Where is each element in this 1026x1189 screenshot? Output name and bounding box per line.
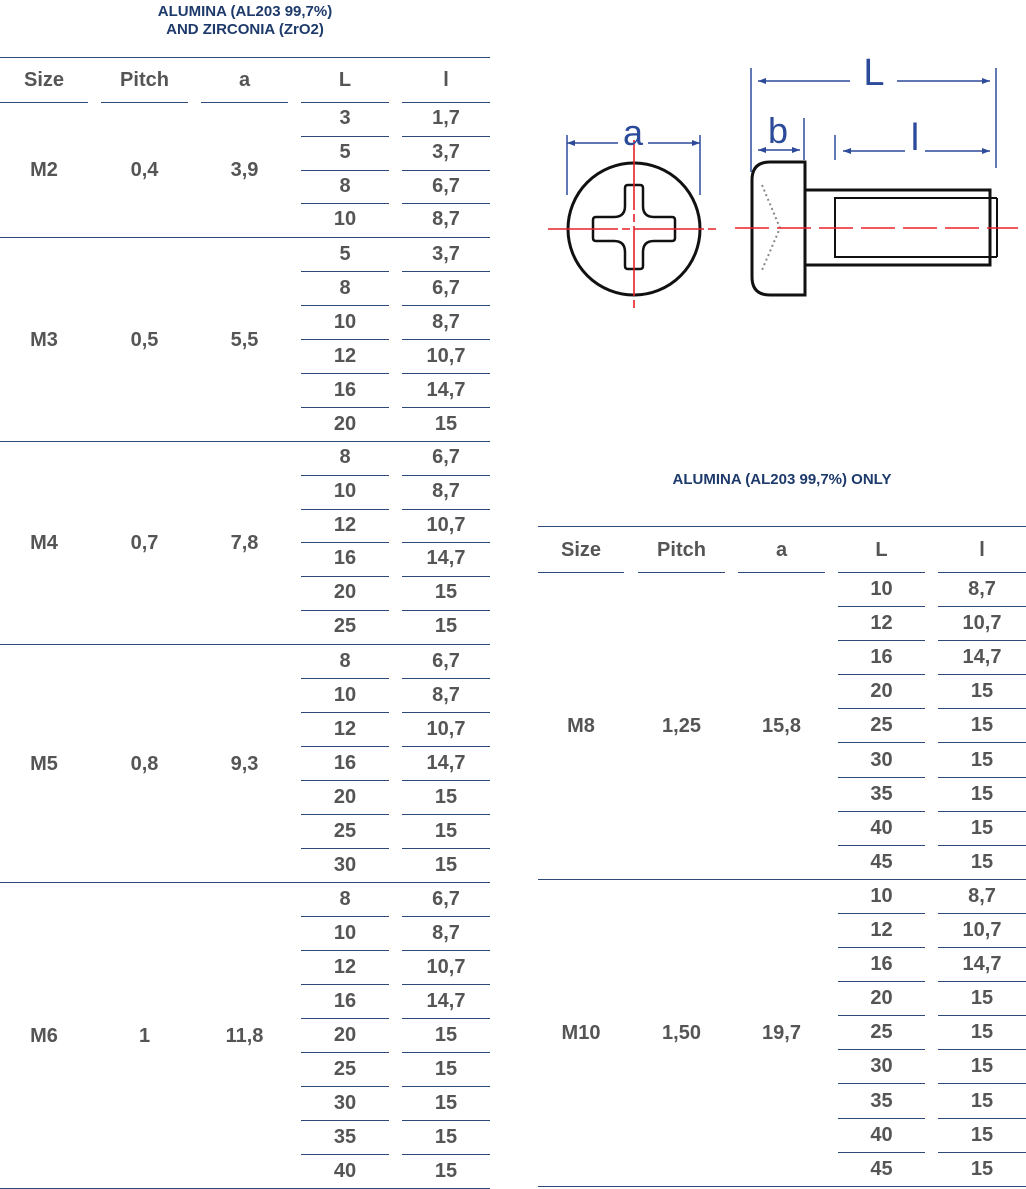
cell-l: 15	[938, 709, 1026, 743]
cell-l: 14,7	[402, 747, 490, 781]
right-table-title: ALUMINA (AL203 99,7%) ONLY	[672, 471, 892, 488]
cell-size: M5	[30, 752, 58, 775]
cell-L: 45	[838, 846, 925, 880]
cell-L: 5	[301, 238, 389, 272]
cell-l: 8,7	[402, 679, 490, 713]
cell-l: 3,7	[402, 137, 490, 171]
cell-l: 8,7	[402, 204, 490, 238]
cell-pitch: 1	[138, 1024, 151, 1047]
cell-l: 14,7	[402, 374, 490, 408]
cell-a: 19,7	[762, 1021, 801, 1044]
cell-L: 12	[301, 510, 389, 544]
cell-l: 15	[402, 1019, 490, 1053]
header-a: a	[201, 62, 288, 103]
header-L: L	[301, 62, 389, 103]
cell-l: 8,7	[938, 880, 1026, 914]
cell-pitch: 1,25	[662, 715, 701, 737]
cell-L: 12	[301, 340, 389, 374]
cell-L: 12	[838, 914, 925, 948]
header-L: L	[838, 532, 925, 573]
cell-pitch: 0,4	[130, 159, 159, 181]
cell-l: 15	[938, 982, 1026, 1016]
label-a: a	[622, 112, 644, 153]
cell-L: 30	[838, 1050, 925, 1084]
label-l: l	[910, 117, 920, 159]
cell-l: 10,7	[938, 607, 1026, 641]
cell-l: 14,7	[402, 985, 490, 1019]
cell-L: 40	[301, 1155, 389, 1189]
cell-l: 8,7	[402, 306, 490, 340]
screw-diagram	[530, 55, 1026, 325]
cell-L: 8	[301, 883, 389, 917]
label-b: b	[767, 110, 789, 151]
cell-l: 15	[402, 781, 490, 815]
cell-l: 10,7	[402, 340, 490, 374]
header-pitch: Pitch	[638, 532, 725, 573]
cell-pitch: 0,5	[130, 329, 159, 351]
cell-L: 10	[301, 679, 389, 713]
cell-l: 15	[938, 1085, 1026, 1119]
cell-l: 8,7	[402, 476, 490, 510]
cell-l: 15	[938, 1119, 1026, 1153]
dimension-b	[758, 110, 804, 160]
cell-L: 20	[301, 577, 389, 611]
cell-l: 10,7	[938, 914, 1026, 948]
cell-L: 25	[301, 1053, 389, 1087]
cell-L: 30	[838, 744, 925, 778]
cell-l: 15	[938, 812, 1026, 846]
dimension-l	[835, 117, 990, 160]
cell-pitch: 0,7	[130, 532, 159, 554]
cell-L: 5	[301, 137, 389, 171]
cell-l: 15	[402, 611, 490, 645]
cell-size: M3	[30, 329, 58, 351]
screw-head-front-view	[548, 140, 720, 312]
cell-L: 16	[301, 985, 389, 1019]
left-title-line1: ALUMINA (AL203 99,7%)	[157, 3, 333, 20]
cell-l: 14,7	[938, 948, 1026, 982]
cell-a: 11,8	[225, 1024, 264, 1047]
cell-L: 10	[301, 204, 389, 238]
cell-L: 35	[838, 1085, 925, 1119]
cell-l: 15	[938, 744, 1026, 778]
cell-l: 6,7	[402, 645, 490, 679]
cell-L: 20	[301, 781, 389, 815]
cell-l: 15	[938, 675, 1026, 709]
cell-l: 15	[402, 1121, 490, 1155]
cell-l: 15	[402, 408, 490, 442]
screw-side-view	[735, 162, 1018, 295]
cell-L: 16	[301, 543, 389, 577]
group-separator	[538, 1186, 1026, 1187]
cell-l: 8,7	[402, 917, 490, 951]
cell-L: 10	[838, 880, 925, 914]
cell-L: 35	[838, 778, 925, 812]
cell-l: 15	[938, 1153, 1026, 1187]
cell-l: 15	[402, 1087, 490, 1121]
cell-a: 15,8	[762, 715, 801, 737]
cell-l: 15	[938, 846, 1026, 880]
cell-L: 10	[301, 476, 389, 510]
cell-l: 6,7	[402, 272, 490, 306]
cell-size: M10	[561, 1021, 601, 1044]
cell-L: 25	[838, 709, 925, 743]
cell-pitch: 1,50	[662, 1021, 701, 1044]
cell-l: 3,7	[402, 238, 490, 272]
cell-L: 20	[301, 1019, 389, 1053]
cell-l: 15	[402, 1053, 490, 1087]
cell-a: 3,9	[230, 159, 259, 181]
cell-L: 20	[838, 675, 925, 709]
cell-size: M2	[30, 159, 58, 181]
cell-L: 30	[301, 1087, 389, 1121]
cell-a: 7,8	[230, 532, 259, 554]
cell-l: 14,7	[402, 543, 490, 577]
cell-l: 15	[938, 1016, 1026, 1050]
cell-l: 15	[402, 1155, 490, 1189]
cell-L: 16	[838, 948, 925, 982]
cell-size: M4	[30, 532, 58, 554]
cell-l: 15	[402, 577, 490, 611]
cell-L: 8	[301, 171, 389, 205]
cell-l: 15	[938, 778, 1026, 812]
cell-l: 15	[402, 815, 490, 849]
cell-L: 10	[301, 917, 389, 951]
header-size: Size	[0, 62, 88, 103]
cell-L: 8	[301, 272, 389, 306]
cell-l: 10,7	[402, 951, 490, 985]
cell-L: 20	[838, 982, 925, 1016]
cell-L: 12	[838, 607, 925, 641]
cell-L: 25	[301, 611, 389, 645]
cell-size: M8	[567, 715, 595, 737]
cell-l: 15	[402, 849, 490, 883]
cell-L: 8	[301, 645, 389, 679]
cell-l: 6,7	[402, 883, 490, 917]
cell-l: 10,7	[402, 713, 490, 747]
header-l: l	[402, 62, 490, 103]
cell-L: 35	[301, 1121, 389, 1155]
cell-L: 40	[838, 1119, 925, 1153]
cell-l: 1,7	[402, 103, 490, 137]
header-a: a	[738, 532, 825, 573]
cell-a: 9,3	[230, 752, 259, 775]
cell-l: 15	[938, 1050, 1026, 1084]
cell-L: 40	[838, 812, 925, 846]
cell-l: 8,7	[938, 573, 1026, 607]
cell-L: 45	[838, 1153, 925, 1187]
cell-L: 3	[301, 103, 389, 137]
header-pitch: Pitch	[101, 62, 188, 103]
cell-L: 10	[838, 573, 925, 607]
cell-L: 16	[301, 747, 389, 781]
cell-pitch: 0,8	[130, 752, 159, 775]
cell-L: 12	[301, 713, 389, 747]
cell-L: 8	[301, 442, 389, 476]
cell-a: 5,5	[230, 329, 259, 351]
header-l: l	[938, 532, 1026, 573]
left-title-line2: AND ZIRCONIA (ZrO2)	[166, 21, 324, 38]
cell-L: 25	[838, 1016, 925, 1050]
cell-L: 10	[301, 306, 389, 340]
header-size: Size	[538, 532, 624, 573]
cell-l: 10,7	[402, 510, 490, 544]
cell-L: 20	[301, 408, 389, 442]
cell-l: 6,7	[402, 442, 490, 476]
cell-L: 12	[301, 951, 389, 985]
label-L: L	[863, 55, 885, 94]
cell-L: 25	[301, 815, 389, 849]
cell-l: 14,7	[938, 641, 1026, 675]
cell-L: 16	[838, 641, 925, 675]
header-top-rule	[538, 526, 1026, 527]
cell-L: 30	[301, 849, 389, 883]
cell-L: 16	[301, 374, 389, 408]
cell-size: M6	[30, 1024, 58, 1047]
cell-l: 6,7	[402, 171, 490, 205]
